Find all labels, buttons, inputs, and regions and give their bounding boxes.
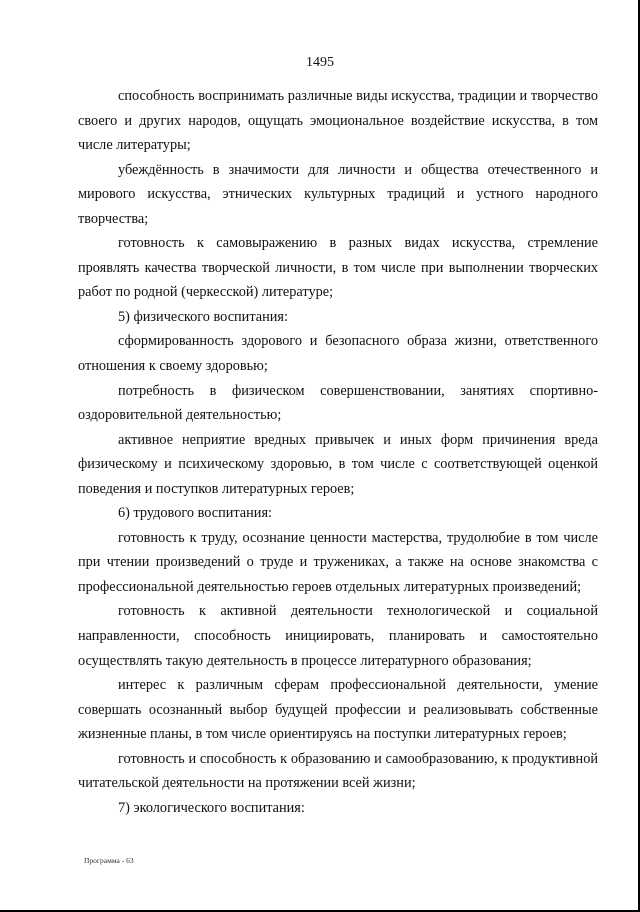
body-text — [78, 84, 598, 820]
paragraph: готовность к самовыражению в разных видах искусства, стремление проявлять качества творческой личности, в том числе при выполнении творческих работ по родной (черкесской) литературе; — [78, 235, 598, 301]
page-number: 1495 — [306, 55, 334, 70]
paragraph: готовность к труду, осознание ценности мастерства, трудолюбие в том числе при чтении произведений о труде и тружениках, а также на основе знакомства с профессиональной деятельностью героев отдельных литературных произведений; — [78, 529, 598, 595]
paragraph: сформированность здорового и безопасного образа жизни, ответственного отношения к своему здоровью; — [78, 333, 598, 375]
page-footer: Программа - 63 — [84, 856, 134, 865]
paragraph: готовность и способность к образованию и самообразованию, к продуктивной читательской деятельности на протяжении всей жизни; — [78, 750, 598, 792]
paragraph: интерес к различным сферам профессиональной деятельности, умение совершать осознанный выбор будущей профессии и реализовывать собственные жизненные планы, в том числе ориентируясь на поступки литературных героев; — [78, 677, 598, 743]
paragraph: готовность к активной деятельности технологической и социальной направленности, способность инициировать, планировать и самостоятельно осуществлять такую деятельность в процессе литературного образования; — [78, 603, 598, 669]
section-heading: 5) физического воспитания: — [118, 308, 288, 325]
paragraph: способность воспринимать различные виды искусства, традиции и творчество своего и других народов, ощущать эмоциональное воздействие искусства, в том числе литературы; — [78, 88, 598, 154]
paragraph: активное неприятие вредных привычек и иных форм причинения вреда физическому и психическому здоровью, в том числе с соответствующей оценкой поведения и поступков литературных героев; — [78, 431, 598, 497]
section-heading: 7) экологического воспитания: — [118, 799, 305, 816]
paragraph: потребность в физическом совершенствовании, занятиях спортивно-оздоровительной деятельностью; — [78, 382, 598, 424]
paragraph: убеждённость в значимости для личности и общества отечественного и мирового искусства, этнических культурных традиций и устного народного творчества; — [78, 161, 598, 227]
section-heading: 6) трудового воспитания: — [118, 505, 272, 522]
